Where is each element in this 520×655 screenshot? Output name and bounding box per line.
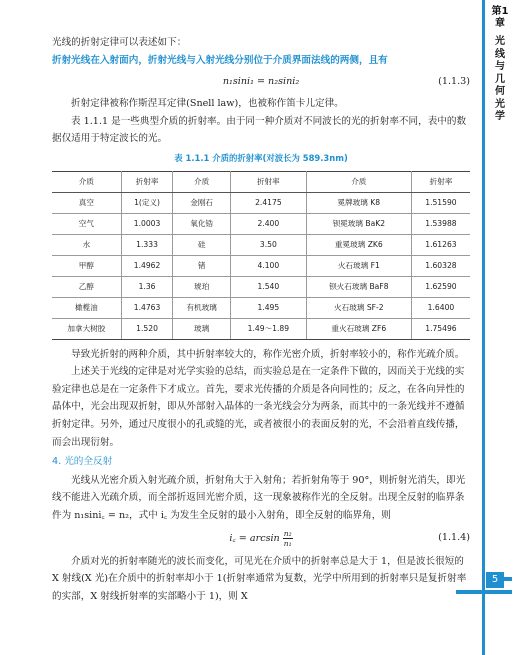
table-cell: 有机玻璃 <box>173 297 231 318</box>
equation-1-1-4 <box>52 525 470 553</box>
table-cell: 乙醇 <box>52 276 121 297</box>
refractive-index-table <box>52 171 470 340</box>
chapter-label: 第1章 <box>491 6 509 29</box>
chapter-title <box>488 36 512 124</box>
table-row <box>52 318 470 339</box>
table-cell: 1.61263 <box>411 234 470 255</box>
header-cell: 折射率 <box>121 171 173 192</box>
table-row <box>52 213 470 234</box>
page-number-accent <box>504 577 512 581</box>
table-title: 表 1.1.1 介质的折射率(对波长为 589.3nm) <box>174 152 348 163</box>
xray-paragraph: 介质对光的折射率随光的波长而变化，可见光在介质中的折射率总是大于 1，但是波长很短的 X 射线(X 光)在介质中的折射率却小于 1(折射率通常为复数，光学中所用到的折射率只是复折射率的实部，X 射线折射率的实部略小于 1)，则 X <box>52 555 467 602</box>
fraction-numerator: n₂ <box>283 528 292 538</box>
table-cell: 1.4962 <box>121 255 173 276</box>
chapter-tab <box>488 6 512 124</box>
header-cell: 介质 <box>173 171 231 192</box>
equation-1-1-3 <box>52 69 470 95</box>
table-cell: 重火石玻璃 ZF6 <box>306 318 411 339</box>
margin-rule <box>482 0 485 655</box>
table-cell: 甲醇 <box>52 255 121 276</box>
chapter-title-char: 光 <box>495 98 505 110</box>
table-cell: 空气 <box>52 213 121 234</box>
table-cell: 1.62590 <box>411 276 470 297</box>
header-cell: 介质 <box>306 171 411 192</box>
total-reflection-paragraph: 光线从光密介质入射光疏介质，折射角大于入射角；若折射角等于 90°，则折射光消失，即光线不能进入光疏介质，而全部折返回光密介质，这一现象被称作光的全反射。出现全反射的临界条件为 n₁sini꜀ = n₂，式中 i꜀ 为发生全反射的最小入射角，即全反射的临界角，则 <box>52 474 466 521</box>
table-cell: 2.4175 <box>231 192 307 213</box>
table-cell: 硅 <box>173 234 231 255</box>
chapter-title-char: 线 <box>495 48 505 60</box>
table-cell: 琥珀 <box>173 276 231 297</box>
header-cell: 介质 <box>52 171 121 192</box>
table-intro-paragraph: 表 1.1.1 是一些典型介质的折射率。由于同一种介质对不同波长的光的折射率不同，表中的数据仅适用于特定波长的光。 <box>52 115 467 145</box>
table-cell: 冕牌玻璃 K8 <box>306 192 411 213</box>
snell-law-paragraph: 折射定律被称作斯涅耳定律(Snell law)，也被称作笛卡儿定律。 <box>71 98 344 110</box>
table-cell: 1.51590 <box>411 192 470 213</box>
table-row <box>52 297 470 318</box>
equation-formula <box>52 529 470 548</box>
chapter-title-char: 光 <box>495 36 505 47</box>
table-cell: 1.36 <box>121 276 173 297</box>
table-cell: 1.53988 <box>411 213 470 234</box>
header-cell: 折射率 <box>411 171 470 192</box>
table-cell: 加拿大树胶 <box>52 318 121 339</box>
table-row <box>52 255 470 276</box>
table-cell: 钡冕玻璃 BaK2 <box>306 213 411 234</box>
table-cell: 1.60328 <box>411 255 470 276</box>
table-cell: 1.49～1.89 <box>231 318 307 339</box>
conditions-paragraph: 上述关于光线的定律是对光学实验的总结，而实验总是在一定条件下做的，因而关于光线的实验定律也总是在一定条件下才成立。首先，要求光传播的介质是各向同性的；反之，在各向异性的晶体中，光会出现双折射，即从外部射入晶体的一条光线会分为两条，而其中的一条光线并不遵循折射定律。另外，通过尺度很小的孔或缝的光，或者被很小的表面反射的光，不会沿着直线传播，而会出现衍射。 <box>52 366 465 448</box>
equation-fraction <box>283 529 293 548</box>
section-heading: 4. 光的全反射 <box>52 456 113 468</box>
table-cell: 火石玻璃 SF-2 <box>306 297 411 318</box>
table-cell: 火石玻璃 F1 <box>306 255 411 276</box>
chapter-title-char: 学 <box>495 111 505 122</box>
table-cell: 金刚石 <box>173 192 231 213</box>
table-cell: 锗 <box>173 255 231 276</box>
table-cell: 真空 <box>52 192 121 213</box>
chapter-title-char: 几 <box>495 73 505 85</box>
table-cell: 氧化锆 <box>173 213 231 234</box>
table-cell: 3.50 <box>231 234 307 255</box>
page-number-rule <box>456 590 512 594</box>
table-cell: 钡火石玻璃 BaF8 <box>306 276 411 297</box>
table-cell: 1.75496 <box>411 318 470 339</box>
table-row <box>52 192 470 213</box>
chapter-title-char: 何 <box>495 86 505 97</box>
intro-text: 光线的折射定律可以表述如下： <box>52 37 187 48</box>
chapter-title-char: 与 <box>495 61 505 72</box>
equation-number: (1.1.3) <box>438 76 470 88</box>
table-cell: 1.520 <box>121 318 173 339</box>
table-cell: 1.0003 <box>121 213 173 234</box>
equation-number: (1.1.4) <box>438 531 470 543</box>
table-cell: 1.540 <box>231 276 307 297</box>
table-cell: 2.400 <box>231 213 307 234</box>
refraction-law-statement: 折射光线在入射面内，折射光线与入射光线分别位于介质界面法线的两侧，且有 <box>52 54 388 66</box>
table-cell: 1.4763 <box>121 297 173 318</box>
fraction-denominator: n₁ <box>283 538 292 548</box>
table-cell: 1.495 <box>231 297 307 318</box>
table-header-row <box>52 171 470 192</box>
table-cell: 1.333 <box>121 234 173 255</box>
table-cell: 水 <box>52 234 121 255</box>
body-text <box>52 34 470 605</box>
dense-medium-paragraph: 导致光折射的两种介质，其中折射率较大的，称作光密介质，折射率较小的，称作光疏介质。 <box>71 348 465 360</box>
table-cell: 橄榄油 <box>52 297 121 318</box>
table-cell: 1(定义) <box>121 192 173 213</box>
table-row <box>52 234 470 255</box>
equation-lhs: i꜀ = arcsin <box>229 532 280 544</box>
table-cell: 1.6400 <box>411 297 470 318</box>
table-row <box>52 276 470 297</box>
page-number: 5 <box>486 572 504 588</box>
equation-formula: n₁sini₁ = n₂sini₂ <box>222 76 300 88</box>
table-cell: 4.100 <box>231 255 307 276</box>
header-cell: 折射率 <box>231 171 307 192</box>
table-cell: 重冕玻璃 ZK6 <box>306 234 411 255</box>
table-cell: 玻璃 <box>173 318 231 339</box>
